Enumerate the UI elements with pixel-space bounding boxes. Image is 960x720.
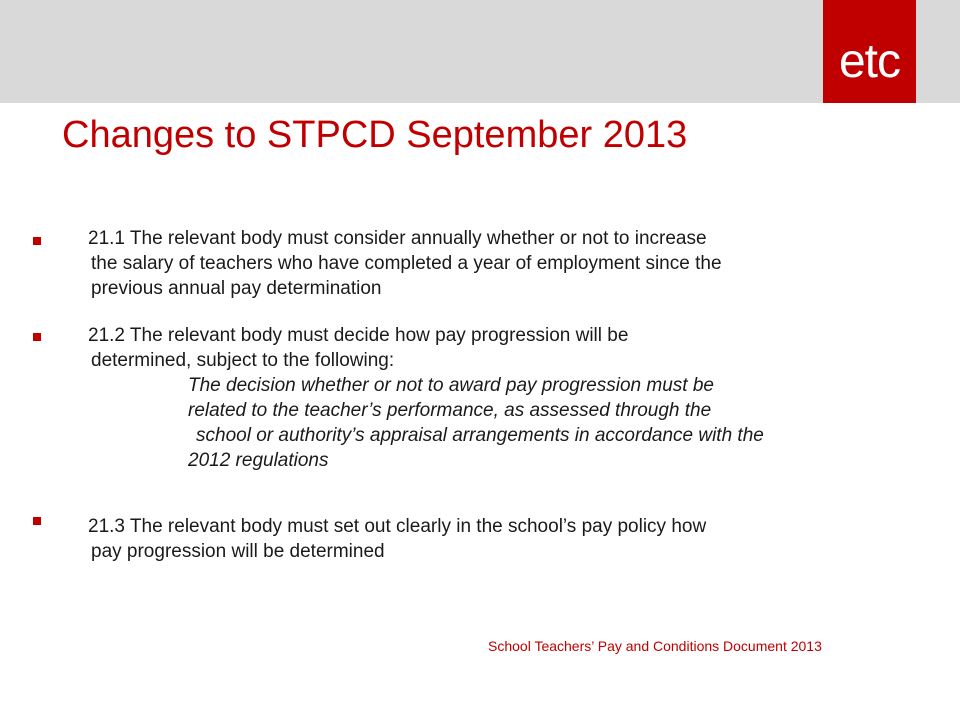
square-bullet-icon [33, 237, 41, 245]
item-line: the salary of teachers who have completed a year of employment since the [91, 253, 722, 274]
slide-title: Changes to STPCD September 2013 [62, 114, 688, 156]
item-line: determined, subject to the following: [91, 350, 395, 371]
item-line: pay progression will be determined [91, 541, 385, 562]
square-bullet-icon [33, 333, 41, 341]
quote-line: related to the teacher’s performance, as assessed through the [188, 400, 712, 421]
etc-logo [823, 0, 916, 103]
bullet-item-21-1 [62, 226, 722, 301]
header-band [0, 0, 960, 103]
quote-line: school or authority’s appraisal arrangements in accordance with the [196, 425, 764, 446]
square-bullet-icon [33, 517, 41, 525]
bullet-item-21-2 [62, 323, 628, 373]
quote-line: 2012 regulations [188, 450, 329, 471]
item-line: 21.1 The relevant body must consider annually whether or not to increase [88, 228, 707, 249]
item-line: 21.3 The relevant body must set out clearly in the school’s pay policy how [88, 516, 707, 537]
item-line: previous annual pay determination [91, 278, 382, 299]
logo-text: etc [838, 35, 901, 88]
source-footer: School Teachers’ Pay and Conditions Document 2013 [488, 638, 822, 654]
bullet-item-21-3 [62, 514, 706, 564]
quoted-condition [188, 373, 764, 473]
item-line: 21.2 The relevant body must decide how pay progression will be [88, 325, 629, 346]
quote-line: The decision whether or not to award pay progression must be [188, 375, 714, 396]
